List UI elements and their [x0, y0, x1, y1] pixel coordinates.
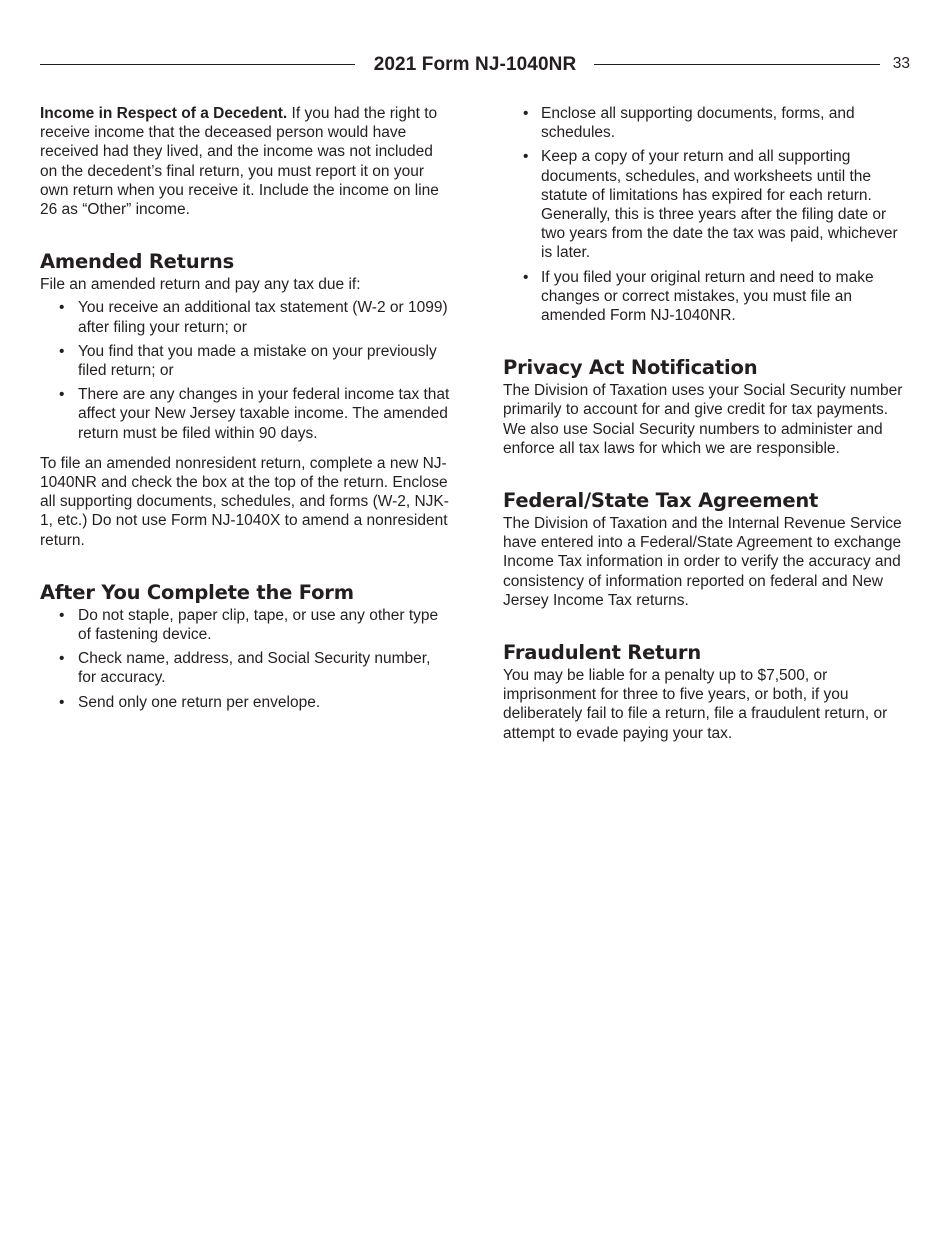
bullet-icon: • — [523, 148, 529, 166]
federal-state-heading: Federal/State Tax Agreement — [503, 489, 819, 513]
header-rule-right — [594, 64, 880, 65]
bullet-icon: • — [59, 342, 65, 360]
after-complete-list — [40, 606, 450, 712]
decedent-paragraph — [40, 104, 450, 219]
list-item: • Send only one return per envelope. — [59, 693, 321, 711]
bullet-icon: • — [523, 105, 529, 122]
decedent-text: If you had the right to receive income that the deceased person would have received had they lived, and the income was not included on the decedent’s final return, you must report it on your own return when you receive it. Include the income on line 26 as “Other” income. — [40, 105, 439, 219]
federal-state-paragraph: The Division of Taxation and the Internal Revenue Service have entered into a Federal/State Agreement to exchange Income Tax information in order to verify the accuracy and consistency of information reported on federal and New Jersey Income Tax returns. — [503, 515, 902, 609]
fraudulent-return-heading: Fraudulent Return — [503, 641, 702, 665]
bullet-icon: • — [59, 299, 65, 317]
header-rule-left — [40, 64, 355, 65]
amended-list — [40, 298, 450, 442]
bullet-icon: • — [59, 606, 65, 624]
left-column — [40, 104, 450, 712]
list-item: • Enclose all supporting documents, forms, and schedules. — [523, 105, 855, 142]
list-item: • There are any changes in your federal income tax that affect your New Jersey taxable income. The amended return must be filed within 90 days. — [59, 386, 450, 442]
page-header — [40, 52, 910, 78]
list-item: • If you filed your original return and need to make changes or correct mistakes, you must file an amended Form NJ-1040NR. — [523, 268, 874, 325]
list-item: • You find that you made a mistake on your previously filed return; or — [59, 342, 437, 380]
fraudulent-return-paragraph: You may be liable for a penalty up to $7,500, or imprisonment for three to five years, or both, if you deliberately fail to file a return, file a fraudulent return, or attempt to evade paying your tax. — [503, 667, 888, 742]
after-complete-heading: After You Complete the Form — [40, 580, 354, 604]
bullet-icon: • — [523, 268, 529, 286]
bullet-icon: • — [59, 650, 65, 668]
decedent-lead: Income in Respect of a Decedent. — [40, 105, 288, 122]
bullet-icon: • — [59, 386, 65, 404]
amended-paragraph: To file an amended nonresident return, complete a new NJ-1040NR and check the box at the top of the return. Enclose all supporting documents, schedules, and forms (W-2, NJK-1, etc.) Do not use Form NJ-1040X to amend a nonresident return. — [40, 454, 449, 549]
amended-intro: File an amended return and pay any tax due if: — [40, 276, 361, 294]
page-title: 2021 Form NJ-1040NR — [373, 54, 577, 75]
list-item: • Check name, address, and Social Security number, for accuracy. — [59, 650, 431, 687]
list-item: • You receive an additional tax statement (W-2 or 1099) after filing your return; or — [59, 299, 448, 336]
list-item: • Do not staple, paper clip, tape, or use any other type of fastening device. — [59, 606, 439, 644]
after-complete-list-continued — [503, 104, 913, 325]
privacy-paragraph: The Division of Taxation uses your Social Security number primarily to account for and give credit for tax payments. We also use Social Security numbers to administer and enforce all tax laws for which we are responsible. — [503, 382, 903, 457]
privacy-heading: Privacy Act Notification — [503, 356, 758, 380]
amended-returns-heading: Amended Returns — [40, 250, 234, 274]
list-item: • Keep a copy of your return and all supporting documents, schedules, and worksheets until the statute of limitations has expired for each return. Generally, this is three years after the filing date or two years from the date the tax was paid, whichever is later. — [523, 148, 898, 262]
bullet-icon: • — [59, 693, 65, 711]
page-number: 33 — [892, 55, 910, 72]
right-column — [503, 104, 913, 743]
